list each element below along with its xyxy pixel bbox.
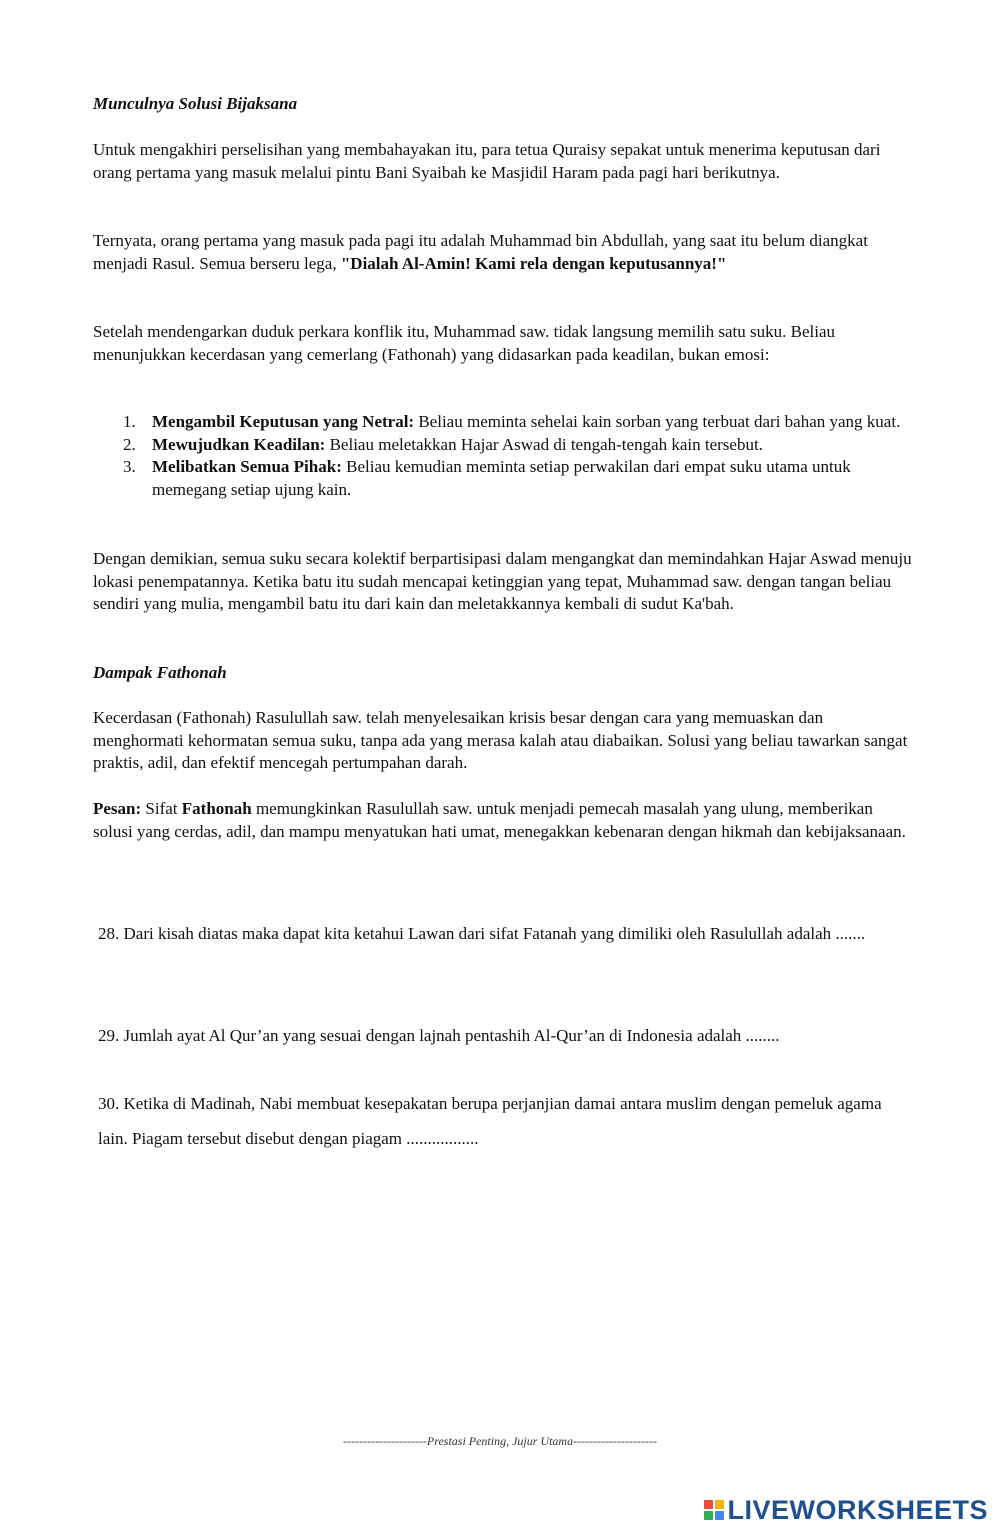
- logo-square: [704, 1511, 713, 1520]
- paragraph-al-amin-text: Ternyata, orang pertama yang masuk pada pagi itu adalah Muhammad bin Abdullah, yang saat itu belum diangkat menjadi Rasul. Semua berseru lega,: [93, 231, 868, 273]
- list-item-text: Beliau meletakkan Hajar Aswad di tengah-tengah kain tersebut.: [325, 434, 763, 454]
- paragraph-pesan: [93, 798, 913, 843]
- question-30: 30. Ketika di Madinah, Nabi membuat kesepakatan berupa perjanjian damai antara muslim dengan pemeluk agama lain. Piagam tersebut disebut dengan piagam .................: [98, 1094, 882, 1148]
- paragraph-kesepakatan: Untuk mengakhiri perselisihan yang membahayakan itu, para tetua Quraisy sepakat untuk menerima keputusan dari orang pertama yang masuk melalui pintu Bani Syaibah ke Masjidil Haram pada pagi hari berikutnya.: [93, 140, 881, 182]
- list-item: [93, 434, 913, 457]
- liveworksheets-logo[interactable]: [704, 1494, 988, 1526]
- paragraph-kecerdasan: Setelah mendengarkan duduk perkara konflik itu, Muhammad saw. tidak langsung memilih satu suku. Beliau menunjukkan kecerdasan yang cemerlang (Fathonah) yang didasarkan pada keadilan, bukan emosi:: [93, 322, 836, 364]
- list-item-title: Mengambil Keputusan yang Netral:: [152, 412, 415, 431]
- list-item: [93, 411, 913, 434]
- list-item-text: Beliau meminta sehelai kain sorban yang terbuat dari bahan yang kuat.: [414, 412, 901, 431]
- page-footer: ---------------------Prestasi Penting, Jujur Utama---------------------: [342, 1434, 658, 1448]
- logo-square: [715, 1511, 724, 1520]
- pesan-fathonah: Fathonah: [181, 799, 252, 818]
- pesan-text-b: memungkinkan Rasulullah saw. untuk menjadi pemecah masalah yang ulung, memberikan solusi yang cerdas, adil, dan mampu menyatukan hati umat, menegakkan kebenaran dengan hikmah dan kebijaksanaan.: [93, 799, 906, 841]
- question-28: 28. Dari kisah diatas maka dapat kita ketahui Lawan dari sifat Fatanah yang dimiliki oleh Rasulullah adalah .......: [98, 924, 866, 943]
- pesan-label: Pesan:: [93, 799, 142, 818]
- list-number: 2.: [123, 434, 136, 454]
- paragraph-dampak: Kecerdasan (Fathonah) Rasulullah saw. telah menyelesaikan krisis besar dengan cara yang memuaskan dan menghormati kehormatan semua suku, tanpa ada yang merasa kalah atau diabaikan. Solusi yang beliau tawarkan sangat praktis, adil, dan efektif mencegah pertumpahan darah.: [93, 708, 908, 773]
- question-29: 29. Jumlah ayat Al Qur’an yang sesuai dengan lajnah pentashih Al-Qur’an di Indonesia adalah ........: [98, 1026, 780, 1045]
- liveworksheets-icon: [704, 1500, 724, 1520]
- list-item-title: Mewujudkan Keadilan:: [152, 434, 326, 454]
- al-amin-quote: "Dialah Al-Amin! Kami rela dengan keputusannya!": [340, 253, 727, 273]
- list-number: 3.: [123, 457, 136, 477]
- logo-square: [704, 1500, 713, 1509]
- section-heading-solusi: Munculnya Solusi Bijaksana: [93, 94, 298, 113]
- logo-square: [715, 1500, 724, 1509]
- list-item-text: Beliau kemudian meminta setiap perwakilan dari empat suku utama untuk memegang setiap ujung kain.: [152, 457, 851, 499]
- list-number: 1.: [123, 412, 136, 431]
- paragraph-hajar-aswad: Dengan demikian, semua suku secara kolektif berpartisipasi dalam mengangkat dan memindahkan Hajar Aswad menuju lokasi penempatannya. Ketika batu itu sudah mencapai ketinggian yang tepat, Muhammad saw. dengan tangan beliau sendiri yang mulia, mengambil batu itu dari kain dan meletakkannya kembali di sudut Ka'bah.: [93, 549, 912, 614]
- list-item: [93, 456, 913, 501]
- paragraph-al-amin: [93, 230, 913, 275]
- liveworksheets-wordmark: LIVEWORKSHEETS: [727, 1494, 988, 1525]
- steps-list: [93, 411, 913, 501]
- section-heading-dampak: Dampak Fathonah: [93, 663, 227, 682]
- pesan-text-a: Sifat: [141, 799, 182, 818]
- list-item-title: Melibatkan Semua Pihak:: [152, 457, 342, 477]
